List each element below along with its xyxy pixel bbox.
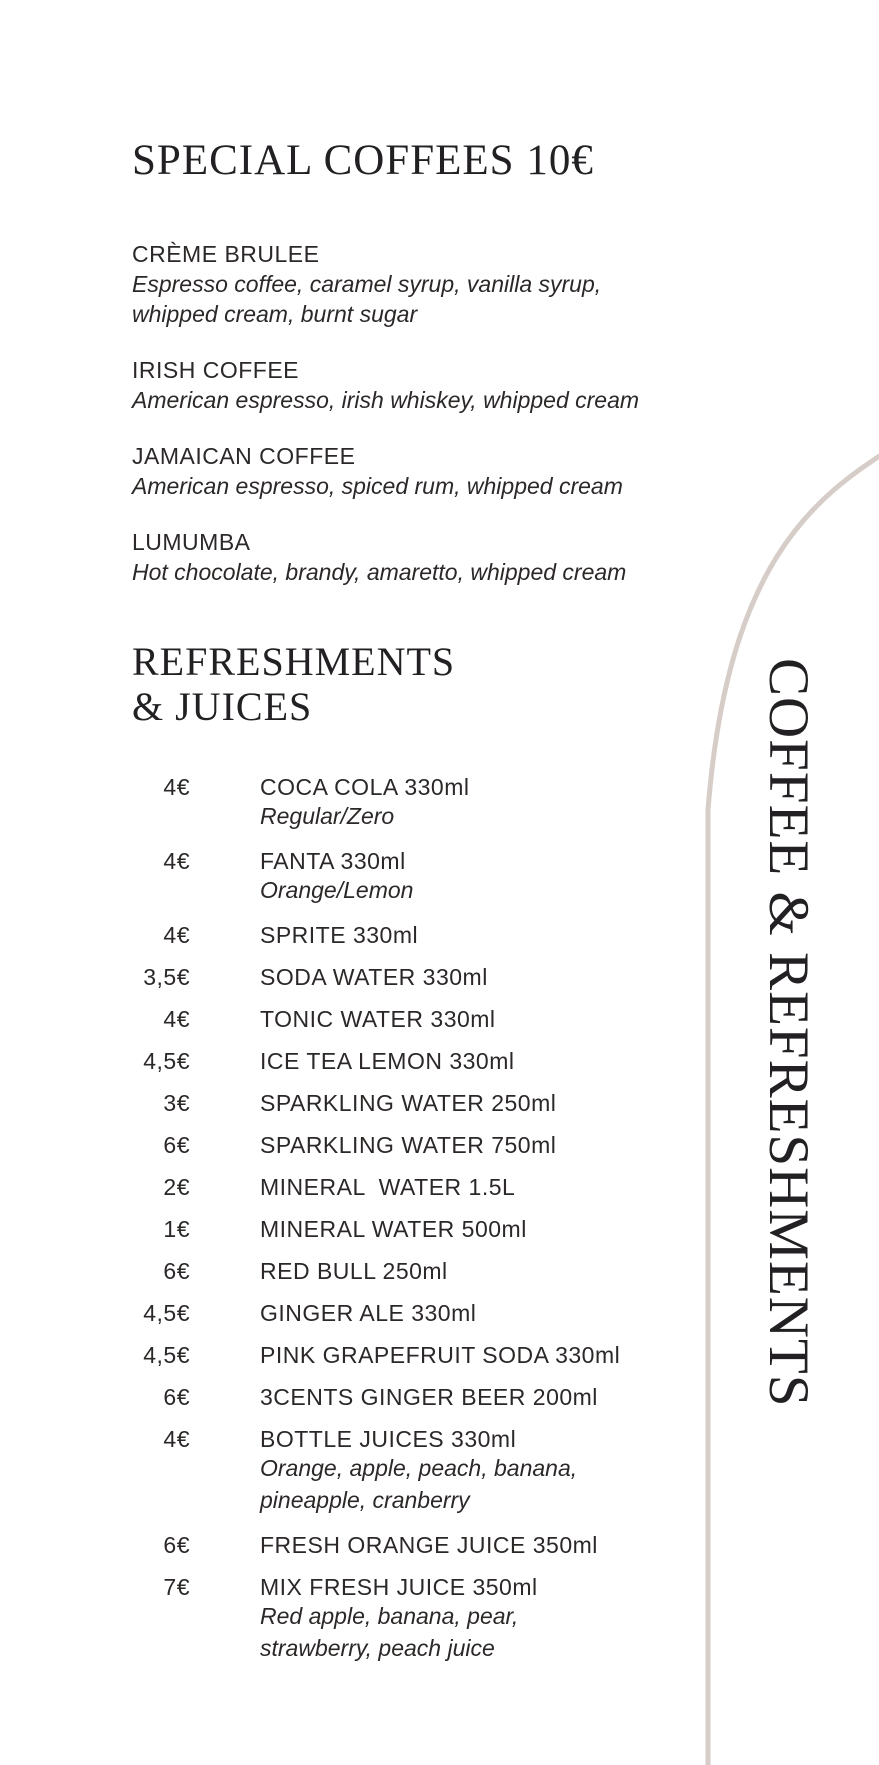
- refreshments-title: [132, 639, 652, 729]
- item-body: [260, 923, 418, 947]
- coffee-item-description: Hot chocolate, brandy, amaretto, whipped cream: [132, 559, 627, 585]
- item-price: 6€: [163, 1384, 190, 1410]
- refreshments-list: [132, 775, 652, 1663]
- item-price: 4€: [163, 1426, 190, 1452]
- item-name: SPRITE 330ml: [260, 922, 419, 948]
- item-price: 3€: [163, 1090, 190, 1116]
- item-name: COCA COLA 330ml: [260, 774, 470, 800]
- item-price: 4€: [163, 774, 190, 800]
- menu-row: [132, 965, 652, 989]
- item-name: SODA WATER 330ml: [260, 964, 488, 990]
- item-body: [260, 1007, 496, 1031]
- item-description: pineapple, cranberry: [260, 1487, 470, 1513]
- item-name: MINERAL WATER 1.5L: [260, 1174, 516, 1200]
- item-body: [260, 1343, 620, 1367]
- coffee-item-name: IRISH COFFEE: [132, 357, 300, 383]
- item-name: GINGER ALE 330ml: [260, 1300, 477, 1326]
- item-name: TONIC WATER 330ml: [260, 1006, 496, 1032]
- item-price: 2€: [163, 1174, 190, 1200]
- item-name: RED BULL 250ml: [260, 1258, 448, 1284]
- menu-row: [132, 1133, 652, 1157]
- menu-row: [132, 849, 652, 905]
- item-price: 1€: [163, 1216, 190, 1242]
- item-body: [260, 1133, 556, 1157]
- menu-row: [132, 1575, 652, 1663]
- refreshments-title-line1: REFRESHMENTS: [132, 639, 456, 684]
- item-body: [260, 1427, 577, 1515]
- coffee-item-name: LUMUMBA: [132, 529, 251, 555]
- item-body: [260, 1533, 598, 1557]
- item-price: 4€: [163, 922, 190, 948]
- coffee-item-description: American espresso, spiced rum, whipped cream: [132, 473, 623, 499]
- item-name: MIX FRESH JUICE 350ml: [260, 1574, 538, 1600]
- refreshments-title-line2: & JUICES: [132, 684, 313, 729]
- menu-row: [132, 1427, 652, 1515]
- item-body: [260, 1049, 515, 1073]
- coffee-item: [132, 441, 652, 501]
- item-name: MINERAL WATER 500ml: [260, 1216, 527, 1242]
- item-price: 4€: [163, 1006, 190, 1032]
- special-coffees-title: SPECIAL COFFEES 10€: [132, 137, 594, 184]
- special-coffees-list: [132, 239, 652, 587]
- coffee-item-name: CRÈME BRULEE: [132, 241, 320, 267]
- menu-row: [132, 1385, 652, 1409]
- menu-row: [132, 775, 652, 831]
- coffee-item-name: JAMAICAN COFFEE: [132, 443, 356, 469]
- item-body: [260, 1575, 538, 1663]
- coffee-item: [132, 239, 652, 329]
- item-body: [260, 1217, 527, 1241]
- item-name: SPARKLING WATER 750ml: [260, 1132, 557, 1158]
- coffee-item-description: whipped cream, burnt sugar: [132, 301, 418, 327]
- menu-row: [132, 923, 652, 947]
- item-body: [260, 965, 488, 989]
- menu-row: [132, 1091, 652, 1115]
- item-price: 4,5€: [143, 1048, 190, 1074]
- item-price: 4,5€: [143, 1300, 190, 1326]
- item-name: FRESH ORANGE JUICE 350ml: [260, 1532, 598, 1558]
- item-description: Regular/Zero: [260, 803, 395, 829]
- item-name: SPARKLING WATER 250ml: [260, 1090, 557, 1116]
- item-description: Orange, apple, peach, banana,: [260, 1455, 578, 1481]
- item-price: 4€: [163, 848, 190, 874]
- menu-row: [132, 1007, 652, 1031]
- item-name: PINK GRAPEFRUIT SODA 330ml: [260, 1342, 621, 1368]
- menu-row: [132, 1343, 652, 1367]
- item-description: Orange/Lemon: [260, 877, 414, 903]
- item-body: [260, 1301, 476, 1325]
- coffee-item-description: Espresso coffee, caramel syrup, vanilla syrup,: [132, 271, 602, 297]
- item-body: [260, 1385, 598, 1409]
- menu-row: [132, 1533, 652, 1557]
- item-name: 3CENTS GINGER BEER 200ml: [260, 1384, 598, 1410]
- item-price: 3,5€: [143, 964, 190, 990]
- item-name: ICE TEA LEMON 330ml: [260, 1048, 515, 1074]
- item-description: strawberry, peach juice: [260, 1635, 495, 1661]
- menu-row: [132, 1301, 652, 1325]
- item-price: 4,5€: [143, 1342, 190, 1368]
- item-name: BOTTLE JUICES 330ml: [260, 1426, 517, 1452]
- item-price: 6€: [163, 1132, 190, 1158]
- item-price: 7€: [163, 1574, 190, 1600]
- item-body: [260, 1259, 448, 1283]
- coffee-item-description: American espresso, irish whiskey, whipped cream: [132, 387, 640, 413]
- menu-row: [132, 1259, 652, 1283]
- item-body: [260, 775, 469, 831]
- item-price: 6€: [163, 1258, 190, 1284]
- coffee-item: [132, 355, 652, 415]
- item-body: [260, 1175, 515, 1199]
- menu-content: [132, 136, 652, 1681]
- item-name: FANTA 330ml: [260, 848, 406, 874]
- item-body: [260, 1091, 556, 1115]
- menu-row: [132, 1049, 652, 1073]
- item-price: 6€: [163, 1532, 190, 1558]
- menu-row: [132, 1217, 652, 1241]
- coffee-item: [132, 527, 652, 587]
- side-vertical-label: COFFEE & REFRESHMENTS: [757, 658, 820, 1408]
- item-body: [260, 849, 413, 905]
- menu-row: [132, 1175, 652, 1199]
- item-description: Red apple, banana, pear,: [260, 1603, 519, 1629]
